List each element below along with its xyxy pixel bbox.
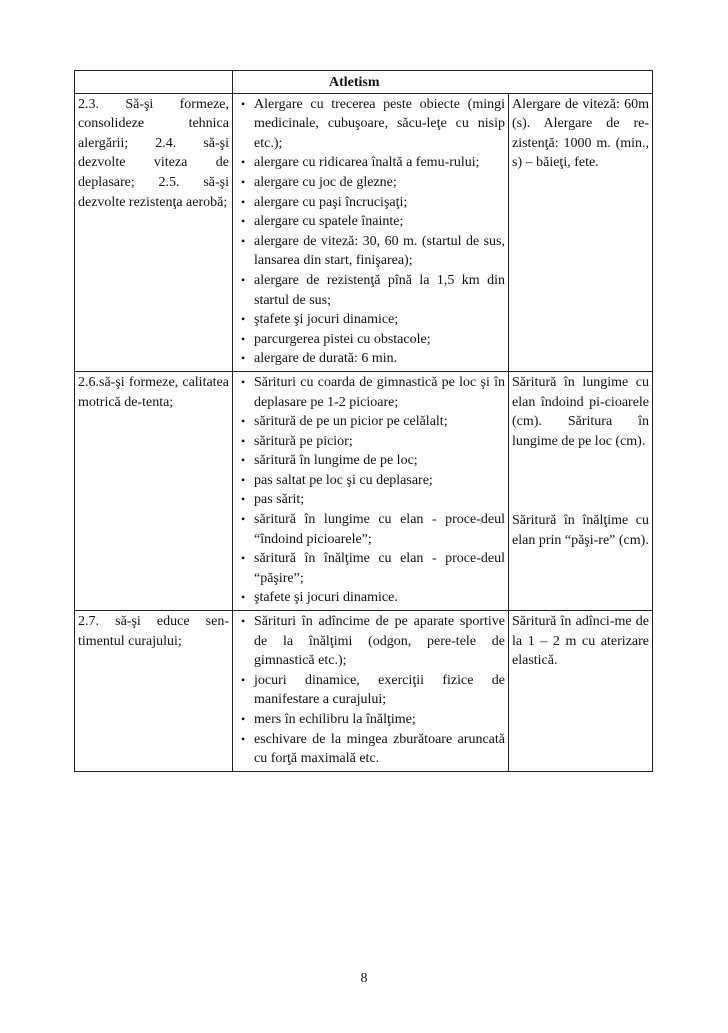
bullet-icon: •	[241, 312, 246, 327]
list-item: • alergare de viteză: 30, 60 m. (startul de sus, lansarea din start, finişarea);	[241, 233, 505, 269]
bullet-icon: •	[241, 472, 246, 487]
bullet-icon: •	[241, 512, 246, 527]
list-item: • eschivare de la mingea zburătoare aruncată cu forţă maximală etc.	[241, 731, 505, 767]
list-item: • alergare cu spatele înainte;	[236, 212, 505, 232]
objective-cell: 2.3. Să-şi formeze, consolideze tehnica alergării; 2.4. să-şi dezvolte viteza de deplasare; 2.5. să-şi dezvolte rezistenţa aerobă;	[75, 93, 233, 371]
bullet-icon: •	[241, 453, 246, 468]
list-item: • Alergare cu trecerea peste obiecte (mingi medicinale, cubuşoare, săcu-leţe cu nisip etc.);	[241, 96, 505, 151]
contents-list	[236, 612, 505, 769]
bullet-icon: •	[241, 590, 246, 605]
contents-cell	[233, 93, 509, 371]
bullet-icon: •	[241, 672, 246, 687]
section-header-row	[75, 71, 653, 94]
evaluation-text: Alergare de viteză: 60m (s). Alergare de re-zistenţă: 1000 m. (min., s) – băieţi, fete.	[512, 96, 650, 171]
section-title: Atletism	[233, 71, 653, 94]
bullet-icon: •	[241, 374, 246, 389]
bullet-icon: •	[241, 331, 246, 346]
list-item: • săritură în lungime cu elan - proce-deul “îndoind picioarele”;	[241, 512, 505, 547]
table-row	[75, 93, 653, 371]
objective-cell: 2.7. să-şi educe sen-timentul curajului;	[75, 611, 233, 772]
contents-cell	[233, 611, 509, 772]
bullet-icon: •	[241, 731, 246, 746]
list-item: • jocuri dinamice, exerciţii fizice de manifestare a curajului;	[241, 672, 505, 708]
table-row	[75, 371, 653, 610]
bullet-icon: •	[241, 551, 246, 566]
list-item: • alergare de durată: 6 min.	[236, 349, 505, 369]
evaluation-text: Săritură în lungime cu elan îndoind pi-cioarele (cm). Săritura în lungime de pe loc (cm).	[512, 374, 650, 449]
list-item: • săritură pe picior;	[236, 432, 505, 452]
evaluation-cell	[509, 93, 653, 371]
bullet-icon: •	[241, 272, 246, 287]
evaluation-text: Săritură în înălţime cu elan prin “păşi-re” (cm).	[512, 513, 650, 548]
list-item: • alergare cu ridicarea înaltă a femu-rului;	[236, 153, 505, 173]
bullet-icon: •	[241, 155, 246, 170]
list-item: • alergare cu joc de glezne;	[236, 173, 505, 193]
list-item: • pas sărit;	[236, 490, 505, 510]
contents-list	[236, 373, 505, 608]
evaluation-cell	[509, 371, 653, 610]
bullet-icon: •	[241, 214, 246, 229]
bullet-icon: •	[241, 414, 246, 429]
list-item: • mers în echilibru la înălţime;	[236, 710, 505, 730]
list-item: • pas saltat pe loc şi cu deplasare;	[236, 471, 505, 491]
bullet-icon: •	[241, 712, 246, 726]
bullet-icon: •	[241, 433, 246, 448]
athletics-table	[74, 70, 653, 772]
list-item: • alergare de rezistenţă pînă la 1,5 km din startul de sus;	[241, 272, 505, 308]
contents-list	[236, 95, 505, 369]
list-item: • parcurgerea pistei cu obstacole;	[236, 330, 505, 350]
page-number: 8	[360, 971, 368, 986]
bullet-icon: •	[241, 614, 246, 629]
list-item: • Sărituri cu coarda de gimnastică pe loc şi în deplasare pe 1-2 picioare;	[241, 374, 505, 410]
list-item: • săritură în lungime de pe loc;	[236, 451, 505, 471]
list-item: • alergare cu paşi încrucişaţi;	[236, 193, 505, 213]
bullet-icon: •	[241, 174, 246, 189]
list-item: • Sărituri în adîncime de pe aparate sportive de la înălţimi (odgon, pere-tele de gimnastică etc.);	[241, 614, 505, 669]
curriculum-page	[74, 70, 652, 772]
bullet-icon: •	[241, 492, 246, 507]
bullet-icon: •	[241, 96, 246, 111]
list-item: • ştafete şi jocuri dinamice;	[236, 310, 505, 330]
bullet-icon: •	[241, 233, 246, 248]
evaluation-text: Săritură în adînci-me de la 1 – 2 m cu aterizare elastică.	[512, 614, 650, 669]
evaluation-cell	[509, 611, 653, 772]
list-item: • ştafete şi jocuri dinamice.	[236, 588, 505, 608]
list-item: • săritură în înălţime cu elan - proce-deul “păşire”;	[241, 551, 505, 586]
list-item: • săritură de pe un picior pe celălalt;	[236, 412, 505, 432]
table-row	[75, 611, 653, 772]
objective-cell: 2.6.să-şi formeze, calitatea motrică de-tenta;	[75, 371, 233, 610]
contents-cell	[233, 371, 509, 610]
bullet-icon: •	[241, 351, 246, 366]
bullet-icon: •	[241, 194, 246, 209]
